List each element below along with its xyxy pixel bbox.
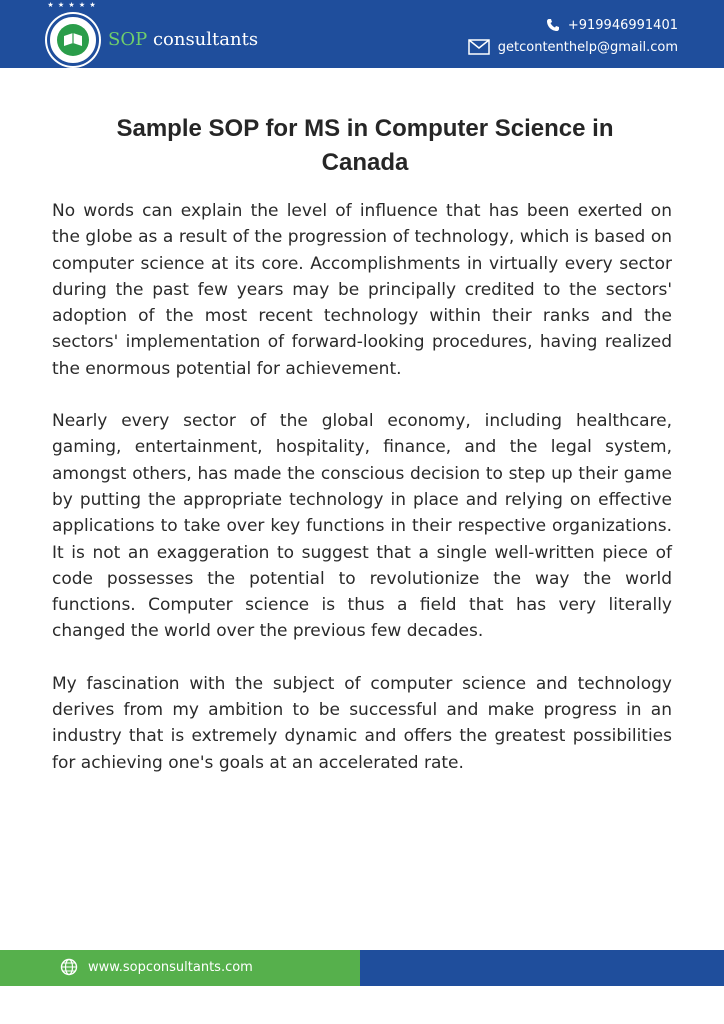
brand-suffix: consultants xyxy=(152,29,259,50)
website-link[interactable] xyxy=(60,958,253,976)
phone-row[interactable] xyxy=(468,14,678,36)
paragraph: Nearly every sector of the global economy, including healthcare, gaming, entertainment, hospitality, finance, and the legal system, amongst others, has made the conscious decision to step up their game by putting the appropriate technology in place and relying on effective applications to take over key functions in their respective organizations. It is not an exaggeration to suggest that a single well-written piece of code possesses the potential to revolutionize the way the world functions. Computer science is thus a field that has very literally changed the world over the previous few decades. xyxy=(52,411,672,642)
header-bar xyxy=(0,0,724,68)
footer-blue-bar xyxy=(360,950,724,986)
brand-name xyxy=(108,29,258,50)
phone-icon xyxy=(546,18,560,32)
website-url: www.sopconsultants.com xyxy=(88,959,253,975)
contact-info xyxy=(468,14,678,58)
email-row[interactable] xyxy=(468,36,678,58)
globe-icon xyxy=(60,958,78,976)
envelope-icon xyxy=(468,39,490,55)
page-title: Sample SOP for MS in Computer Science in Canada xyxy=(116,115,614,176)
paragraph: My fascination with the subject of computer science and technology derives from my ambition to be successful and make progress in an industry that is extremely dynamic and offers the greatest possibilities for achieving one's goals at an accelerated rate. xyxy=(52,673,672,773)
phone-number: +919946991401 xyxy=(567,17,678,33)
logo-emblem-icon: ★ ★ ★ ★ ★ xyxy=(44,6,104,64)
document-body xyxy=(52,198,672,802)
email-address: getcontenthelp@gmail.com xyxy=(497,39,678,55)
paragraph: No words can explain the level of influence that has been exerted on the globe as a result of the progression of technology, which is based on computer science at its core. Accomplishments in virtually every sector during the past few years may be principally credited to the sectors' adoption of the most recent technology within their ranks and the sectors' implementation of forward-looking procedures, having realized the enormous potential for achievement. xyxy=(52,201,672,379)
brand-prefix: SOP xyxy=(108,29,148,50)
